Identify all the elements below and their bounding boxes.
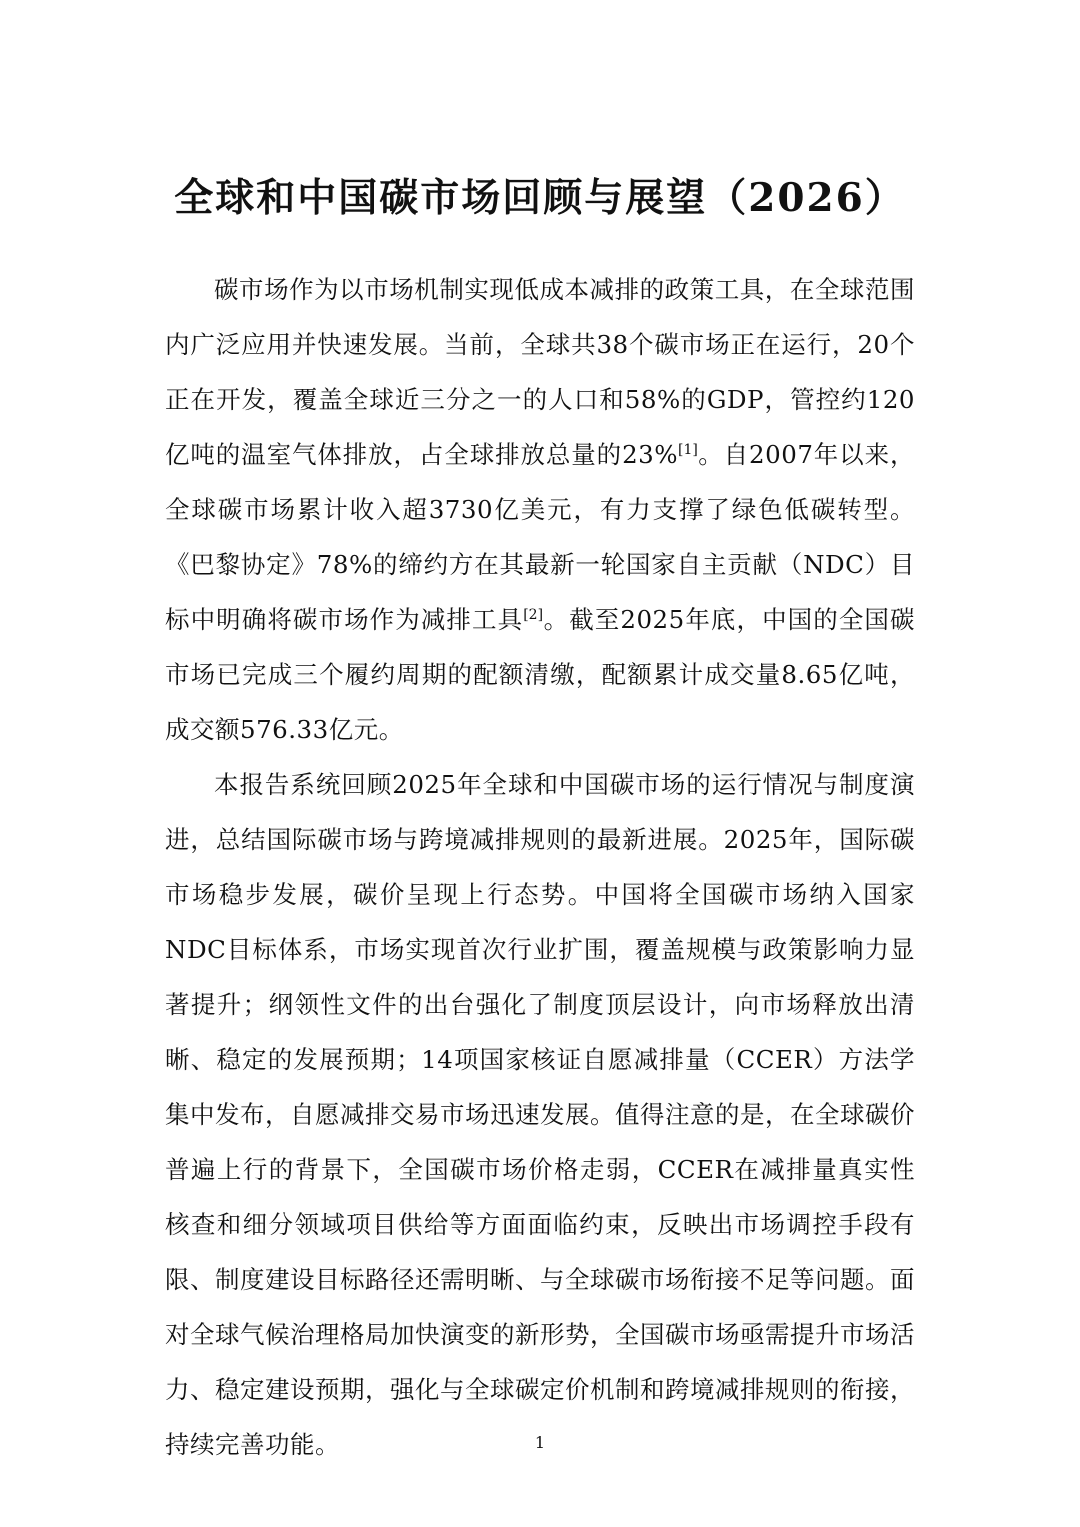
paragraph-2	[165, 757, 915, 1472]
paragraph-1-text-3: 。截至2025年底，中国的全国碳市场已完成三个履约周期的配额清缴，配额累计成交量8.65亿吨，成交额576.33亿元。	[165, 605, 916, 744]
page-number: 1	[534, 1433, 546, 1452]
paragraph-1	[165, 262, 915, 757]
paragraph-2-text-1: 本报告系统回顾2025年全球和中国碳市场的运行情况与制度演进，总结国际碳市场与跨境减排规则的最新进展。2025年，国际碳市场稳步发展，碳价呈现上行态势。中国将全国碳市场纳入国家NDC目标体系，市场实现首次行业扩围，覆盖规模与政策影响力显著提升；纲领性文件的出台强化了制度顶层设计，向市场释放出清晰、稳定的发展预期；14项国家核证自愿减排量（CCER）方法学集中发布，自愿减排交易市场迅速发展。值得注意的是，在全球碳价普遍上行的背景下，全国碳市场价格走弱，CCER在减排量真实性核查和细分领域项目供给等方面面临约束，反映出市场调控手段有限、制度建设目标路径还需明晰、与全球碳市场衔接不足等问题。面对全球气候治理格局加快演变的新形势，全国碳市场亟需提升市场活力、稳定建设预期，强化与全球碳定价机制和跨境减排规则的衔接，持续完善功能。	[165, 770, 915, 1459]
footnote-ref-2[interactable]: [2]	[523, 606, 544, 623]
footnote-ref-1[interactable]: [1]	[678, 441, 698, 458]
document-body	[165, 262, 915, 1472]
paragraph-1-text-1: 碳市场作为以市场机制实现低成本减排的政策工具，在全球范围内广泛应用并快速发展。当前，全球共38个碳市场正在运行，20个正在开发，覆盖全球近三分之一的人口和58%的GDP，管控约120亿吨的温室气体排放，占全球排放总量的23%	[165, 275, 915, 469]
document-title: 全球和中国碳市场回顾与展望（2026）	[174, 175, 906, 222]
paragraph-1-text-2: 。自2007年以来，全球碳市场累计收入超3730亿美元，有力支撑了绿色低碳转型。《巴黎协定》78%的缔约方在其最新一轮国家自主贡献（NDC）目标中明确将碳市场作为减排工具	[165, 440, 915, 634]
